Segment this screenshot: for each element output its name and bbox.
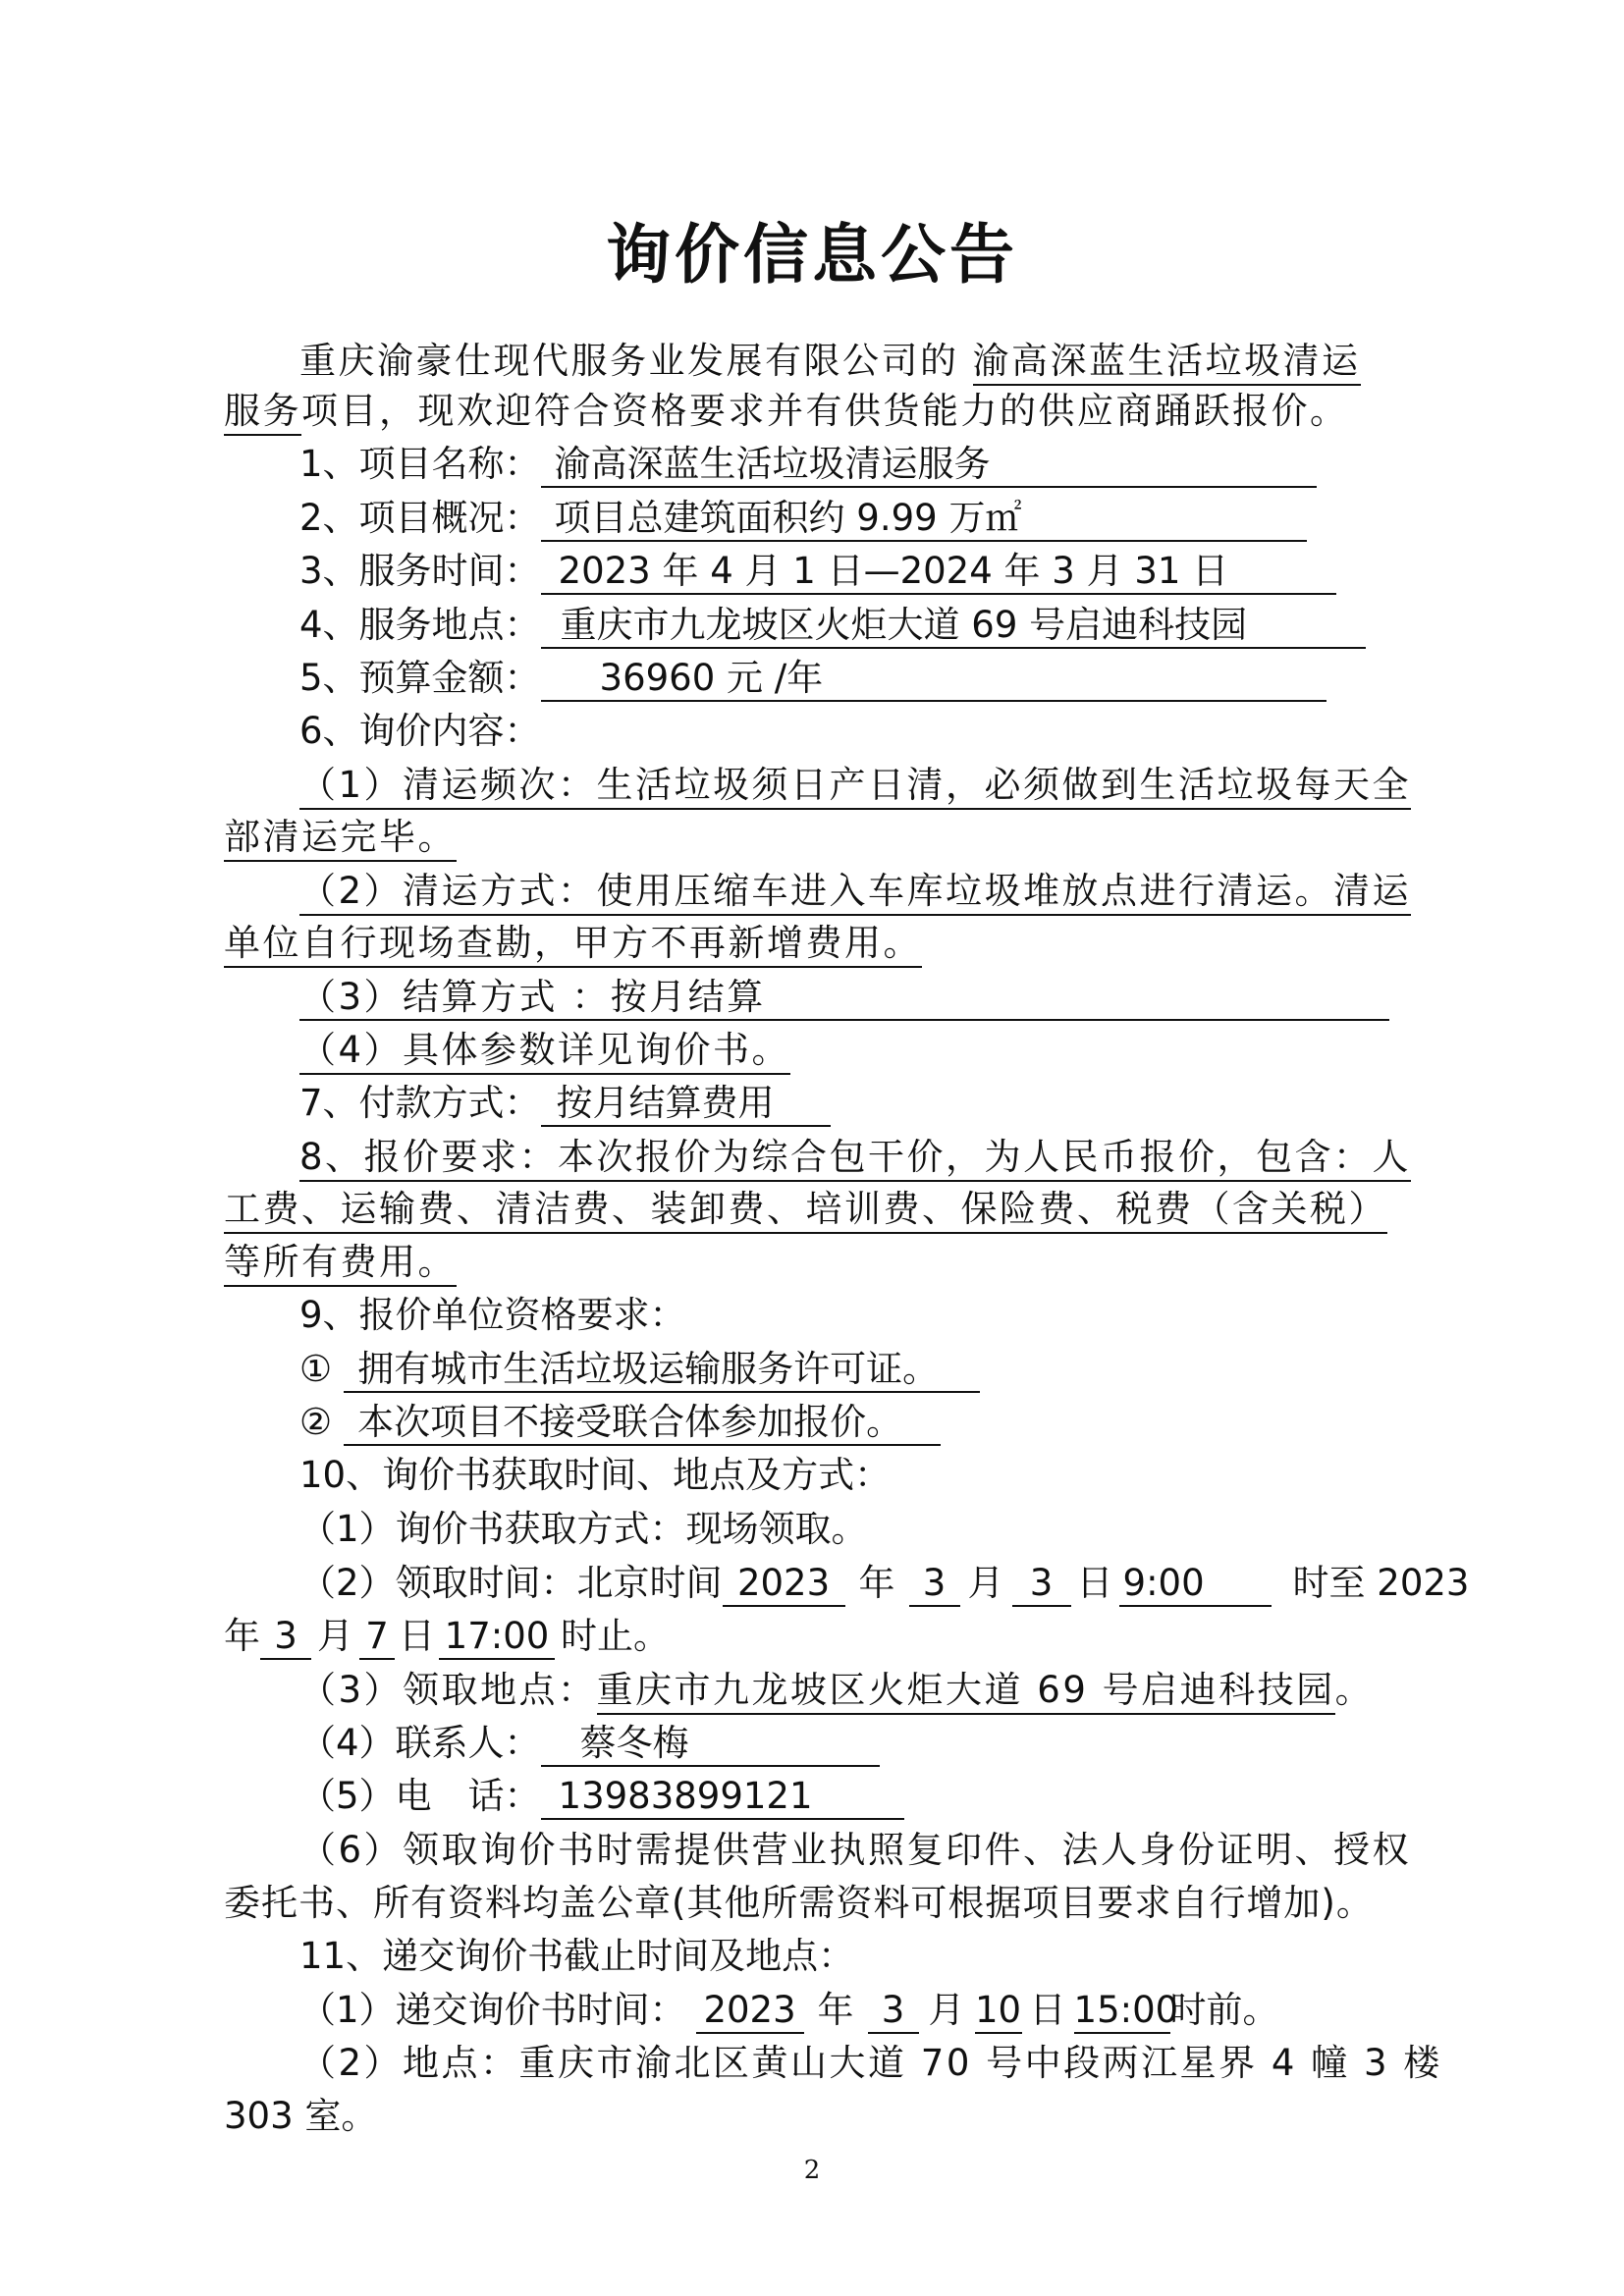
- item-6-p3: （3）结算方式 ：按月结算: [299, 976, 1389, 1021]
- item-11-end-word: 时前。: [1169, 1989, 1279, 2031]
- item-10-label: 10、询价书获取时间、地点及方式：: [299, 1454, 892, 1496]
- item-10-month-word: 月: [967, 1562, 1004, 1604]
- item-10-p2-prefix: （2）领取时间：北京时间: [299, 1562, 723, 1604]
- item-6-p2a: （2）清运方式：使用压缩车进入车库垃圾堆放点进行清运。清运: [299, 870, 1411, 916]
- item-10-p2-line-1: [299, 1558, 1469, 1609]
- item-6-label: 6、询价内容：: [299, 710, 541, 752]
- item-9-r2: 本次项目不接受联合体参加报价。: [344, 1401, 941, 1446]
- item-6-p4-line: [299, 1025, 790, 1076]
- item-10-end-month: 3: [260, 1615, 311, 1660]
- intro-line-2: [224, 386, 1349, 437]
- item-10-day-word-2: 日: [399, 1615, 435, 1657]
- item-10-year-word: 年: [858, 1562, 895, 1604]
- item-10-year-word-2: 年: [224, 1615, 260, 1657]
- item-6-p2-line-1: [299, 866, 1411, 917]
- intro-invitation: 项目，现欢迎符合资格要求并有供货能力的供应商踊跃报价。: [301, 390, 1349, 432]
- item-2-value: 项目总建筑面积约 9.99 万㎡: [541, 497, 1307, 542]
- item-6-p2b: 单位自行现场查勘，甲方不再新增费用。: [224, 922, 922, 968]
- item-9-label: 9、报价单位资格要求：: [299, 1294, 686, 1336]
- item-10-p4-label: （4）联系人：: [299, 1722, 541, 1764]
- item-8-l3: 等所有费用。: [224, 1241, 457, 1287]
- intro-project-name: 渝高深蓝生活垃圾清运: [973, 340, 1361, 386]
- item-10-p2-line-2: [224, 1611, 670, 1662]
- item-6-p1-line-2: [224, 812, 457, 863]
- item-9-r2-mark: ②: [299, 1401, 333, 1443]
- item-10-end-word: 时止。: [561, 1615, 670, 1657]
- item-3-label: 3、服务时间：: [299, 550, 541, 592]
- item-5-value: 36960 元 /年: [541, 657, 1326, 702]
- item-3-value: 2023 年 4 月 1 日—2024 年 3 月 31 日: [541, 550, 1336, 595]
- item-10-to-word: 时至 2023: [1292, 1562, 1470, 1604]
- page-number: 2: [803, 2156, 821, 2185]
- item-1-label: 1、项目名称：: [299, 443, 541, 485]
- item-8-l2: 工费、运输费、清洁费、装卸费、培训费、保险费、税费（含关税）: [224, 1188, 1387, 1234]
- item-10-start-day: 3: [1012, 1562, 1071, 1607]
- item-11-p1-prefix: （1）递交询价书时间：: [299, 1989, 686, 2031]
- item-11-year-word: 年: [817, 1989, 854, 2031]
- item-1: [299, 439, 1317, 490]
- item-10-p3-label: （3）领取地点：: [299, 1669, 597, 1711]
- item-11-day-word: 日: [1029, 1989, 1066, 2031]
- item-11-label: 11、递交询价书截止时间及地点：: [299, 1935, 855, 1977]
- item-11-time: 15:00: [1074, 1989, 1170, 2034]
- item-7: [299, 1078, 831, 1129]
- item-10-p6-line-1: （6）领取询价书时需提供营业执照复印件、法人身份证明、授权: [299, 1829, 1412, 1871]
- item-9-req-1: [299, 1344, 980, 1395]
- item-9-r1-mark: ①: [299, 1348, 333, 1390]
- item-8-line-3: [224, 1237, 457, 1288]
- item-10-start-month: 3: [909, 1562, 960, 1607]
- item-5: [299, 653, 1326, 704]
- intro-line-1: [299, 336, 1361, 387]
- item-1-value: 渝高深蓝生活垃圾清运服务: [541, 443, 1317, 488]
- item-7-label: 7、付款方式：: [299, 1082, 541, 1124]
- item-5-label: 5、预算金额：: [299, 657, 541, 699]
- item-10-month-word-2: 月: [317, 1615, 353, 1657]
- item-2-label: 2、项目概况：: [299, 497, 541, 539]
- item-10-p5: [299, 1771, 904, 1822]
- item-10-p6-line-2: 委托书、所有资料均盖公章(其他所需资料可根据项目要求自行增加)。: [224, 1882, 1374, 1924]
- item-11-day: 10: [975, 1989, 1022, 2034]
- item-10-start-year: 2023: [723, 1562, 845, 1607]
- item-8-line-1: [299, 1132, 1411, 1183]
- item-9-r1: 拥有城市生活垃圾运输服务许可证。: [344, 1348, 980, 1393]
- item-10-start-time: 9:00: [1119, 1562, 1272, 1607]
- item-8-line-2: [224, 1184, 1387, 1235]
- item-10-p3: [299, 1665, 1374, 1716]
- item-6-p1a: （1）清运频次：生活垃圾须日产日清，必须做到生活垃圾每天全: [299, 764, 1411, 810]
- item-2: [299, 493, 1307, 544]
- item-10-p5-value: 13983899121: [541, 1775, 904, 1820]
- item-6-p1b: 部清运完毕。: [224, 816, 457, 862]
- item-6-p4: （4）具体参数详见询价书。: [299, 1029, 790, 1075]
- item-11-year: 2023: [696, 1989, 804, 2034]
- item-4-label: 4、服务地点：: [299, 604, 541, 646]
- item-10-end-day: 7: [359, 1615, 395, 1660]
- item-8-l1: 8、报价要求：本次报价为综合包干价，为人民币报价，包含：人: [299, 1136, 1411, 1182]
- item-9-req-2: [299, 1397, 941, 1448]
- item-4-value: 重庆市九龙坡区火炬大道 69 号启迪科技园: [541, 604, 1366, 649]
- item-10-p4-value: 蔡冬梅: [541, 1722, 880, 1767]
- item-10-end-time: 17:00: [439, 1615, 555, 1660]
- intro-company: 重庆渝豪仕现代服务业发展有限公司的: [299, 340, 959, 382]
- item-10-p4: [299, 1718, 880, 1769]
- page-title: 询价信息公告: [606, 217, 1018, 293]
- item-10-p5-label: （5）电 话：: [299, 1775, 541, 1817]
- item-6-p3-line: [299, 972, 1389, 1023]
- item-6-p2-line-2: [224, 918, 922, 969]
- item-10-p1: （1）询价书获取方式：现场领取。: [299, 1508, 868, 1550]
- item-11-month: 3: [868, 1989, 919, 2034]
- item-11-p2-line-1: （2）地点：重庆市渝北区黄山大道 70 号中段两江星界 4 幢 3 楼: [299, 2042, 1442, 2084]
- intro-project-name-cont: 服务: [224, 390, 301, 436]
- item-11-p2-line-2: 303 室。: [224, 2095, 378, 2137]
- item-10-p3-value: 重庆市九龙坡区火炬大道 69 号启迪科技园: [597, 1669, 1335, 1715]
- item-11-month-word: 月: [928, 1989, 965, 2031]
- item-10-day-word: 日: [1076, 1562, 1113, 1604]
- item-6-p1-line-1: [299, 760, 1411, 811]
- item-3: [299, 546, 1336, 597]
- item-7-value: 按月结算费用: [541, 1082, 831, 1127]
- item-10-p3-end: 。: [1334, 1669, 1375, 1711]
- item-4: [299, 600, 1366, 651]
- item-11-p1: [299, 1985, 1279, 2036]
